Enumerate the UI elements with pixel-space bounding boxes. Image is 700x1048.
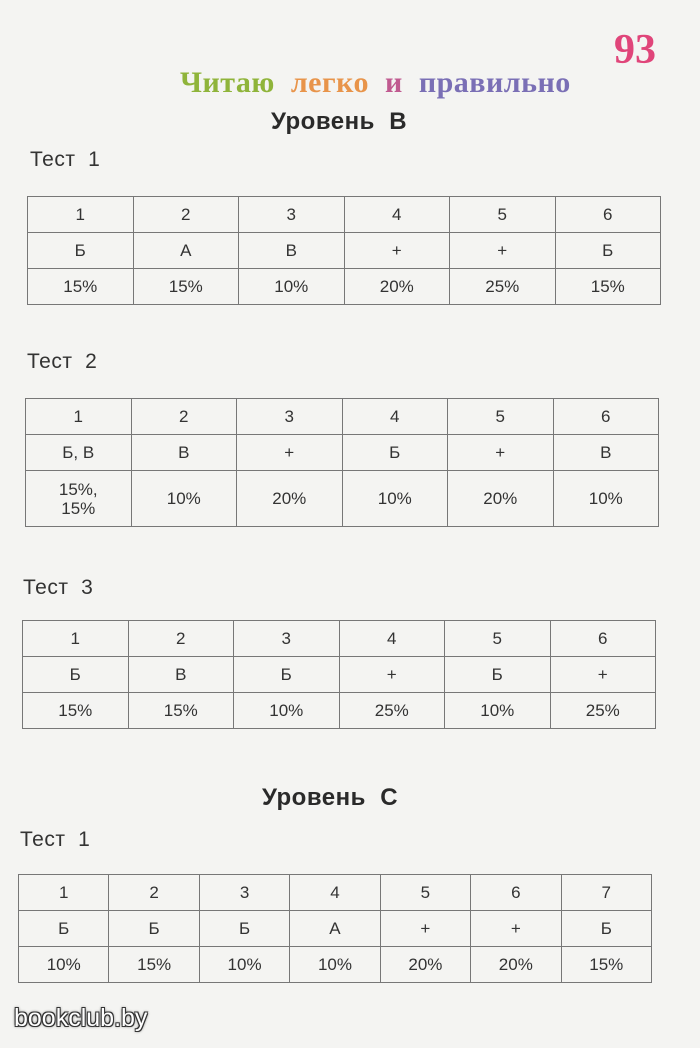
answer-table — [22, 620, 656, 729]
table-cell: 6 — [555, 197, 661, 233]
table-cell: В — [553, 435, 659, 471]
table-cell: + — [339, 657, 445, 693]
table-cell: 2 — [131, 399, 237, 435]
table-cell: 10% — [553, 471, 659, 527]
table-cell: В — [239, 233, 345, 269]
table-cell: Б — [561, 911, 651, 947]
table-cell: 6 — [471, 875, 561, 911]
title-word: Читаю — [180, 66, 275, 99]
table-cell: А — [133, 233, 239, 269]
question-number-row — [28, 197, 661, 233]
table-cell: 2 — [128, 621, 234, 657]
table-cell: 5 — [448, 399, 554, 435]
table-cell: 10% — [199, 947, 289, 983]
table-cell: 6 — [553, 399, 659, 435]
table-cell: Б — [445, 657, 551, 693]
table-cell: 25% — [550, 693, 656, 729]
table-cell: Б — [234, 657, 340, 693]
table-cell: Б — [342, 435, 448, 471]
table-cell: 4 — [339, 621, 445, 657]
percent-row — [28, 269, 661, 305]
answer-row — [19, 911, 652, 947]
table-cell: + — [237, 435, 343, 471]
title-word: правильно — [418, 66, 571, 99]
table-cell: 5 — [445, 621, 551, 657]
table-cell: 20% — [344, 269, 450, 305]
table-cell: 15% — [555, 269, 661, 305]
table-cell: 3 — [239, 197, 345, 233]
answer-row — [23, 657, 656, 693]
table-cell: 3 — [234, 621, 340, 657]
table-cell: 15% — [128, 693, 234, 729]
table-cell: А — [290, 911, 380, 947]
title-word: легко — [290, 66, 370, 99]
table-cell: 4 — [290, 875, 380, 911]
page-number: 93 — [614, 27, 656, 73]
answer-table — [27, 196, 661, 305]
table-cell: 10% — [19, 947, 109, 983]
table-cell: В — [128, 657, 234, 693]
table-cell: Б — [28, 233, 134, 269]
table-cell: 15%, 15% — [26, 471, 132, 527]
table-cell: 3 — [199, 875, 289, 911]
table-cell: 5 — [450, 197, 556, 233]
table-cell: 20% — [471, 947, 561, 983]
page-header — [0, 26, 700, 99]
percent-row — [19, 947, 652, 983]
test-label: Тест 3 — [23, 576, 94, 599]
test-label: Тест 2 — [27, 350, 98, 373]
table-cell: 2 — [133, 197, 239, 233]
table-cell: 15% — [133, 269, 239, 305]
table-cell: 4 — [342, 399, 448, 435]
test-label: Тест 1 — [20, 828, 91, 851]
table-cell: 2 — [109, 875, 199, 911]
percent-row — [23, 693, 656, 729]
table-cell: 15% — [109, 947, 199, 983]
table-cell: Б, В — [26, 435, 132, 471]
table-cell: Б — [109, 911, 199, 947]
table-cell: 15% — [28, 269, 134, 305]
table-cell: 4 — [344, 197, 450, 233]
table-cell: 25% — [450, 269, 556, 305]
table-cell: 1 — [19, 875, 109, 911]
question-number-row — [26, 399, 659, 435]
answer-table — [18, 874, 652, 983]
table-cell: В — [131, 435, 237, 471]
table-cell: 1 — [23, 621, 129, 657]
question-number-row — [19, 875, 652, 911]
table-cell: 10% — [131, 471, 237, 527]
level-title: Уровень В — [271, 108, 408, 135]
table-cell: 15% — [561, 947, 651, 983]
table-cell: 10% — [234, 693, 340, 729]
table-cell: 3 — [237, 399, 343, 435]
table-cell: + — [450, 233, 556, 269]
table-cell: + — [448, 435, 554, 471]
table-cell: + — [471, 911, 561, 947]
table-cell: 1 — [26, 399, 132, 435]
watermark: bookclub.by — [14, 1004, 148, 1032]
table-cell: 1 — [28, 197, 134, 233]
table-cell: 10% — [290, 947, 380, 983]
answer-row — [26, 435, 659, 471]
table-cell: Б — [199, 911, 289, 947]
table-cell: 10% — [342, 471, 448, 527]
table-cell: + — [344, 233, 450, 269]
table-cell: 6 — [550, 621, 656, 657]
table-cell: 20% — [237, 471, 343, 527]
title-word: и — [385, 66, 403, 99]
table-cell: 20% — [380, 947, 470, 983]
level-title: Уровень С — [262, 784, 399, 811]
percent-row — [26, 471, 659, 527]
table-cell: + — [550, 657, 656, 693]
question-number-row — [23, 621, 656, 657]
table-cell: 5 — [380, 875, 470, 911]
table-cell: Б — [23, 657, 129, 693]
table-cell: 15% — [23, 693, 129, 729]
test-label: Тест 1 — [30, 148, 101, 171]
table-cell: 20% — [448, 471, 554, 527]
table-cell: 10% — [239, 269, 345, 305]
table-cell: 10% — [445, 693, 551, 729]
table-cell: Б — [19, 911, 109, 947]
table-cell: 25% — [339, 693, 445, 729]
table-cell: + — [380, 911, 470, 947]
table-cell: 7 — [561, 875, 651, 911]
answer-row — [28, 233, 661, 269]
answer-table — [25, 398, 659, 527]
table-cell: Б — [555, 233, 661, 269]
